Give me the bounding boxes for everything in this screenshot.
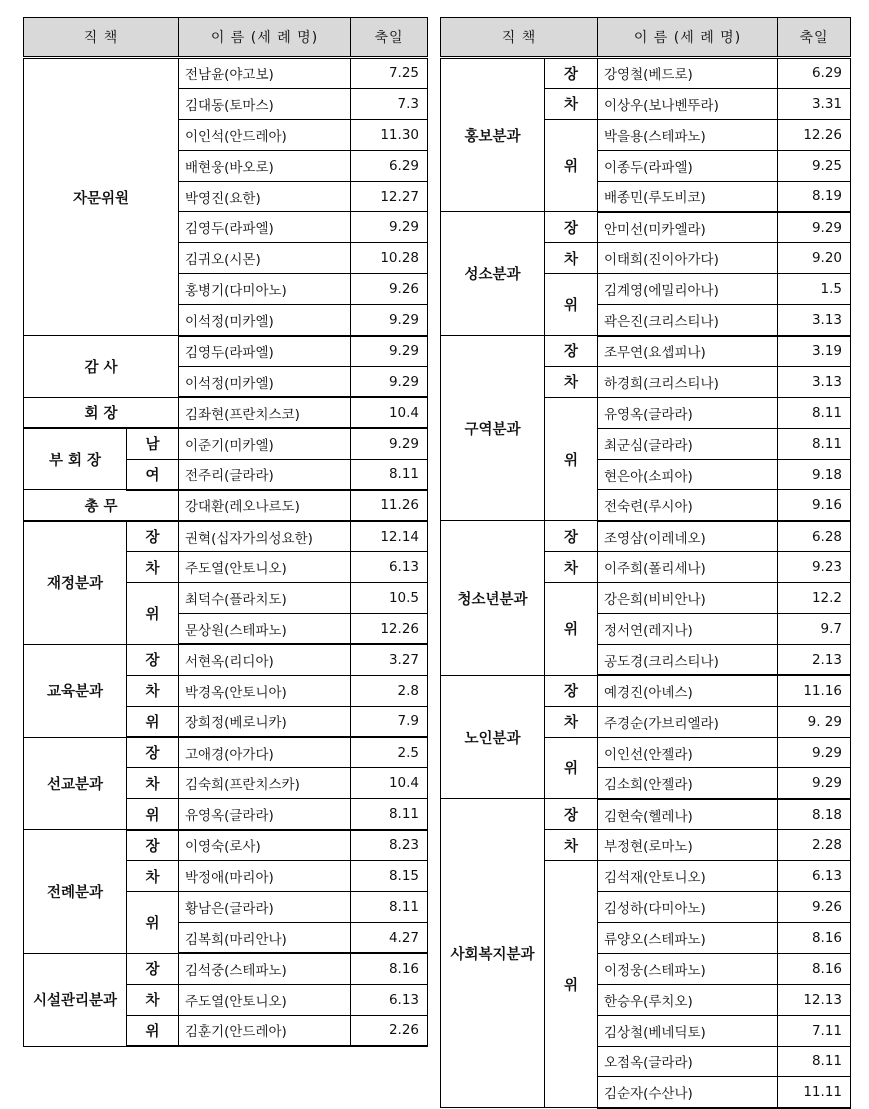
- member-name-cell: 이인석(안드레아): [179, 119, 351, 150]
- feast-day-cell: 12.26: [351, 614, 428, 645]
- member-name-cell: 김귀오(시몬): [179, 243, 351, 274]
- role-cell: 위: [127, 1015, 179, 1046]
- department-cell: 총 무: [24, 490, 179, 521]
- feast-day-cell: 10.28: [351, 243, 428, 274]
- role-cell: 장: [545, 336, 598, 367]
- member-name-cell: 공도경(크리스티나): [598, 644, 778, 675]
- feast-day-cell: 10.4: [351, 397, 428, 428]
- member-name-cell: 김복희(마리안나): [179, 922, 351, 953]
- member-name-cell: 조영삼(이레네오): [598, 521, 778, 552]
- member-name-cell: 김영두(라파엘): [179, 212, 351, 243]
- table-row: [441, 799, 851, 830]
- member-name-cell: 류양오(스테파노): [598, 922, 778, 953]
- feast-day-cell: 9.29: [778, 768, 851, 799]
- feast-day-cell: 11.16: [778, 675, 851, 706]
- role-cell: 장: [127, 737, 179, 768]
- member-name-cell: 김현숙(헬레나): [598, 799, 778, 830]
- role-cell: 장: [545, 675, 598, 706]
- feast-day-cell: 3.31: [778, 88, 851, 119]
- member-name-cell: 강영철(베드로): [598, 58, 778, 89]
- feast-day-cell: 2.5: [351, 737, 428, 768]
- feast-day-cell: 6.13: [351, 552, 428, 583]
- member-name-cell: 이정웅(스테파노): [598, 953, 778, 984]
- table-row: [441, 336, 851, 367]
- member-name-cell: 김좌현(프란치스코): [179, 397, 351, 428]
- table-row: [24, 521, 428, 552]
- feast-day-cell: 9.29: [351, 366, 428, 397]
- member-name-cell: 배종민(루도비코): [598, 181, 778, 212]
- member-name-cell: 이인선(안젤라): [598, 737, 778, 768]
- member-name-cell: 예경진(아녜스): [598, 675, 778, 706]
- role-cell: 위: [545, 274, 598, 336]
- member-name-cell: 이주희(폴리세나): [598, 552, 778, 583]
- feast-day-cell: 9.29: [351, 336, 428, 367]
- member-name-cell: 최덕수(플라치도): [179, 583, 351, 614]
- feast-day-cell: 12.14: [351, 521, 428, 552]
- feast-day-cell: 8.16: [778, 922, 851, 953]
- member-name-cell: 김숙희(프란치스카): [179, 768, 351, 799]
- feast-day-cell: 2.26: [351, 1015, 428, 1046]
- role-cell: 차: [545, 366, 598, 397]
- member-name-cell: 김석재(안토니오): [598, 861, 778, 892]
- department-cell: 교육분과: [24, 644, 127, 737]
- member-name-cell: 김성하(다미아노): [598, 892, 778, 923]
- role-cell: 차: [127, 984, 179, 1015]
- feast-day-cell: 11.30: [351, 119, 428, 150]
- role-cell: 차: [127, 861, 179, 892]
- member-name-cell: 정서연(레지나): [598, 614, 778, 645]
- feast-day-cell: 8.11: [778, 397, 851, 428]
- member-name-cell: 박을용(스테파노): [598, 119, 778, 150]
- table-row: [441, 521, 851, 552]
- member-name-cell: 부정현(로마노): [598, 830, 778, 861]
- member-name-cell: 박영진(요한): [179, 181, 351, 212]
- feast-day-cell: 9.26: [778, 892, 851, 923]
- table-row: [24, 58, 428, 89]
- role-cell: 위: [127, 583, 179, 645]
- feast-day-cell: 9.16: [778, 490, 851, 521]
- role-cell: 차: [545, 552, 598, 583]
- feast-day-cell: 7.9: [351, 706, 428, 737]
- member-name-cell: 오점옥(글라라): [598, 1046, 778, 1077]
- member-name-cell: 박정애(마리아): [179, 861, 351, 892]
- member-name-cell: 권혁(십자가의성요한): [179, 521, 351, 552]
- member-name-cell: 주도열(안토니오): [179, 552, 351, 583]
- member-name-cell: 전숙련(루시아): [598, 490, 778, 521]
- role-cell: 장: [127, 521, 179, 552]
- member-name-cell: 곽은진(크리스티나): [598, 305, 778, 336]
- feast-day-cell: 9.29: [778, 212, 851, 243]
- feast-day-cell: 9.20: [778, 243, 851, 274]
- department-cell: 감 사: [24, 336, 179, 398]
- feast-day-cell: 7.3: [351, 88, 428, 119]
- table-row: [441, 675, 851, 706]
- member-name-cell: 조무연(요셉피나): [598, 336, 778, 367]
- member-name-cell: 유영옥(글라라): [598, 397, 778, 428]
- feast-day-cell: 9.26: [351, 274, 428, 305]
- department-cell: 노인분과: [441, 675, 545, 799]
- department-cell: 구역분과: [441, 336, 545, 521]
- role-cell: 위: [545, 583, 598, 676]
- feast-day-cell: 8.19: [778, 181, 851, 212]
- feast-day-cell: 10.5: [351, 583, 428, 614]
- table-row: [24, 428, 428, 459]
- member-name-cell: 황남은(글라라): [179, 892, 351, 923]
- feast-day-cell: 8.18: [778, 799, 851, 830]
- member-name-cell: 안미선(미카엘라): [598, 212, 778, 243]
- feast-day-cell: 9. 29: [778, 706, 851, 737]
- department-cell: 회 장: [24, 397, 179, 428]
- member-name-cell: 전주리(글라라): [179, 459, 351, 490]
- member-name-cell: 이상우(보나벤뚜라): [598, 88, 778, 119]
- department-cell: 청소년분과: [441, 521, 545, 675]
- feast-day-cell: 11.26: [351, 490, 428, 521]
- feast-day-cell: 9.23: [778, 552, 851, 583]
- role-cell: 위: [545, 397, 598, 521]
- role-cell: 장: [127, 953, 179, 984]
- member-name-cell: 하경희(크리스티나): [598, 366, 778, 397]
- feast-header: 축일: [351, 18, 428, 58]
- name-header: 이 름 (세 례 명): [179, 18, 351, 58]
- feast-day-cell: 6.28: [778, 521, 851, 552]
- role-cell: 위: [127, 706, 179, 737]
- member-name-cell: 한승우(루치오): [598, 984, 778, 1015]
- member-name-cell: 김석중(스테파노): [179, 953, 351, 984]
- role-cell: 위: [545, 119, 598, 212]
- member-name-cell: 김영두(라파엘): [179, 336, 351, 367]
- role-cell: 차: [545, 243, 598, 274]
- feast-day-cell: 9.7: [778, 614, 851, 645]
- role-cell: 위: [127, 799, 179, 830]
- table-row: [24, 336, 428, 367]
- feast-day-cell: 2.8: [351, 675, 428, 706]
- department-cell: 재정분과: [24, 521, 127, 645]
- department-cell: 자문위원: [24, 58, 179, 336]
- role-cell: 차: [127, 768, 179, 799]
- left-header-row: [24, 18, 428, 58]
- feast-day-cell: 10.4: [351, 768, 428, 799]
- role-cell: 여: [127, 459, 179, 490]
- feast-day-cell: 12.26: [778, 119, 851, 150]
- role-cell: 남: [127, 428, 179, 459]
- role-cell: 장: [127, 830, 179, 861]
- feast-day-cell: 8.11: [778, 1046, 851, 1077]
- table-row: [441, 212, 851, 243]
- feast-day-cell: 8.11: [351, 799, 428, 830]
- role-cell: 장: [545, 521, 598, 552]
- department-cell: 시설관리분과: [24, 953, 127, 1046]
- feast-day-cell: 6.13: [778, 861, 851, 892]
- table-row: [24, 953, 428, 984]
- member-name-cell: 이영숙(로사): [179, 830, 351, 861]
- table-row: [24, 490, 428, 521]
- department-cell: 부 회 장: [24, 428, 127, 490]
- member-name-cell: 이석정(미카엘): [179, 305, 351, 336]
- table-row: [24, 397, 428, 428]
- role-cell: 위: [545, 861, 598, 1108]
- feast-day-cell: 8.11: [351, 459, 428, 490]
- role-cell: 위: [127, 892, 179, 954]
- member-name-cell: 문상원(스테파노): [179, 614, 351, 645]
- member-name-cell: 김계영(에밀리아나): [598, 274, 778, 305]
- feast-day-cell: 4.27: [351, 922, 428, 953]
- table-row: [24, 737, 428, 768]
- position-header: 직 책: [24, 18, 179, 58]
- department-cell: 선교분과: [24, 737, 127, 830]
- position-header: 직 책: [441, 18, 598, 58]
- feast-day-cell: 8.11: [351, 892, 428, 923]
- right-header-row: [441, 18, 851, 58]
- member-name-cell: 서현옥(리디아): [179, 644, 351, 675]
- feast-day-cell: 9.18: [778, 459, 851, 490]
- member-name-cell: 이태희(진이아가다): [598, 243, 778, 274]
- member-name-cell: 배현웅(바오로): [179, 150, 351, 181]
- feast-day-cell: 6.29: [351, 150, 428, 181]
- feast-day-cell: 8.15: [351, 861, 428, 892]
- feast-day-cell: 9.29: [351, 305, 428, 336]
- department-cell: 성소분과: [441, 212, 545, 336]
- member-name-cell: 전남윤(야고보): [179, 58, 351, 89]
- role-cell: 차: [545, 88, 598, 119]
- department-cell: 사회복지분과: [441, 799, 545, 1108]
- feast-day-cell: 7.11: [778, 1015, 851, 1046]
- feast-day-cell: 3.13: [778, 366, 851, 397]
- feast-day-cell: 2.13: [778, 644, 851, 675]
- department-cell: 홍보분과: [441, 58, 545, 212]
- feast-day-cell: 1.5: [778, 274, 851, 305]
- member-name-cell: 고애경(아가다): [179, 737, 351, 768]
- member-name-cell: 김순자(수산나): [598, 1077, 778, 1108]
- feast-day-cell: 9.29: [351, 212, 428, 243]
- feast-day-cell: 8.11: [778, 428, 851, 459]
- feast-day-cell: 3.27: [351, 644, 428, 675]
- role-cell: 장: [545, 212, 598, 243]
- feast-day-cell: 8.16: [351, 953, 428, 984]
- role-cell: 장: [127, 644, 179, 675]
- member-name-cell: 홍병기(다미아노): [179, 274, 351, 305]
- role-cell: 위: [545, 737, 598, 799]
- feast-day-cell: 6.13: [351, 984, 428, 1015]
- role-cell: 차: [127, 552, 179, 583]
- feast-day-cell: 8.16: [778, 953, 851, 984]
- feast-day-cell: 3.19: [778, 336, 851, 367]
- feast-day-cell: 7.25: [351, 58, 428, 89]
- feast-day-cell: 6.29: [778, 58, 851, 89]
- member-name-cell: 장희정(베로니카): [179, 706, 351, 737]
- feast-day-cell: 12.27: [351, 181, 428, 212]
- feast-day-cell: 2.28: [778, 830, 851, 861]
- role-cell: 차: [545, 706, 598, 737]
- table-row: [24, 644, 428, 675]
- role-cell: 차: [127, 675, 179, 706]
- right-roster-table: [440, 17, 851, 1109]
- feast-day-cell: 12.13: [778, 984, 851, 1015]
- member-name-cell: 박경옥(안토니아): [179, 675, 351, 706]
- table-row: [24, 830, 428, 861]
- feast-day-cell: 12.2: [778, 583, 851, 614]
- department-cell: 전례분과: [24, 830, 127, 954]
- member-name-cell: 김대동(토마스): [179, 88, 351, 119]
- role-cell: 차: [545, 830, 598, 861]
- member-name-cell: 이석정(미카엘): [179, 366, 351, 397]
- member-name-cell: 이준기(미카엘): [179, 428, 351, 459]
- member-name-cell: 현은아(소피아): [598, 459, 778, 490]
- feast-day-cell: 9.25: [778, 150, 851, 181]
- feast-header: 축일: [778, 18, 851, 58]
- feast-day-cell: 9.29: [351, 428, 428, 459]
- role-cell: 장: [545, 799, 598, 830]
- member-name-cell: 이종두(라파엘): [598, 150, 778, 181]
- feast-day-cell: 3.13: [778, 305, 851, 336]
- member-name-cell: 김상철(베네딕토): [598, 1015, 778, 1046]
- member-name-cell: 주도열(안토니오): [179, 984, 351, 1015]
- table-row: [441, 58, 851, 89]
- member-name-cell: 주경순(가브리엘라): [598, 706, 778, 737]
- member-name-cell: 강은희(비비안나): [598, 583, 778, 614]
- feast-day-cell: 8.23: [351, 830, 428, 861]
- member-name-cell: 강대환(레오나르도): [179, 490, 351, 521]
- left-roster-table: [23, 17, 428, 1047]
- name-header: 이 름 (세 례 명): [598, 18, 778, 58]
- member-name-cell: 최군심(글라라): [598, 428, 778, 459]
- role-cell: 장: [545, 58, 598, 89]
- feast-day-cell: 11.11: [778, 1077, 851, 1108]
- member-name-cell: 김훈기(안드레아): [179, 1015, 351, 1046]
- member-name-cell: 유영옥(글라라): [179, 799, 351, 830]
- member-name-cell: 김소희(안젤라): [598, 768, 778, 799]
- feast-day-cell: 9.29: [778, 737, 851, 768]
